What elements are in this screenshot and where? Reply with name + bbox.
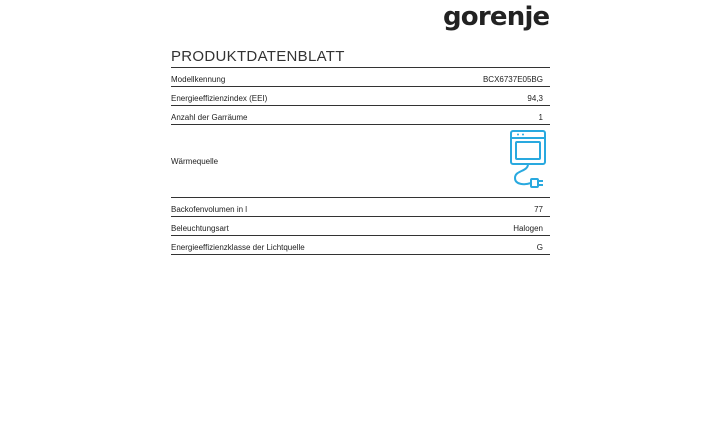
row-label: Energieeffizienzindex (EEI) bbox=[171, 94, 268, 103]
row-value: Halogen bbox=[513, 224, 543, 233]
brand-logo: gorenje bbox=[443, 2, 550, 32]
row-value: 94,3 bbox=[527, 94, 543, 103]
row-value: G bbox=[536, 243, 543, 252]
row-model-id bbox=[171, 68, 550, 87]
row-label: Backofenvolumen in l bbox=[171, 205, 248, 214]
row-lighting-type bbox=[171, 217, 550, 236]
heat-source-value bbox=[509, 130, 549, 192]
row-light-energy-class bbox=[171, 236, 550, 255]
datasheet-title: PRODUKTDATENBLATT bbox=[171, 48, 550, 68]
row-label: Wärmequelle bbox=[171, 156, 219, 166]
product-datasheet bbox=[171, 48, 550, 255]
row-value: 77 bbox=[534, 205, 543, 214]
row-value: BCX6737E05BG bbox=[482, 75, 543, 84]
row-heat-source bbox=[171, 125, 550, 198]
row-label: Energieeffizienzklasse der Lichtquelle bbox=[171, 243, 305, 252]
row-energy-efficiency-index bbox=[171, 87, 550, 106]
electric-oven-plug-icon bbox=[509, 130, 549, 192]
row-label: Beleuchtungsart bbox=[171, 224, 229, 233]
row-label: Anzahl der Garräume bbox=[171, 113, 248, 122]
row-label: Modellkennung bbox=[171, 75, 226, 84]
row-value: 1 bbox=[538, 113, 543, 122]
row-oven-volume bbox=[171, 198, 550, 217]
row-cavity-count bbox=[171, 106, 550, 125]
